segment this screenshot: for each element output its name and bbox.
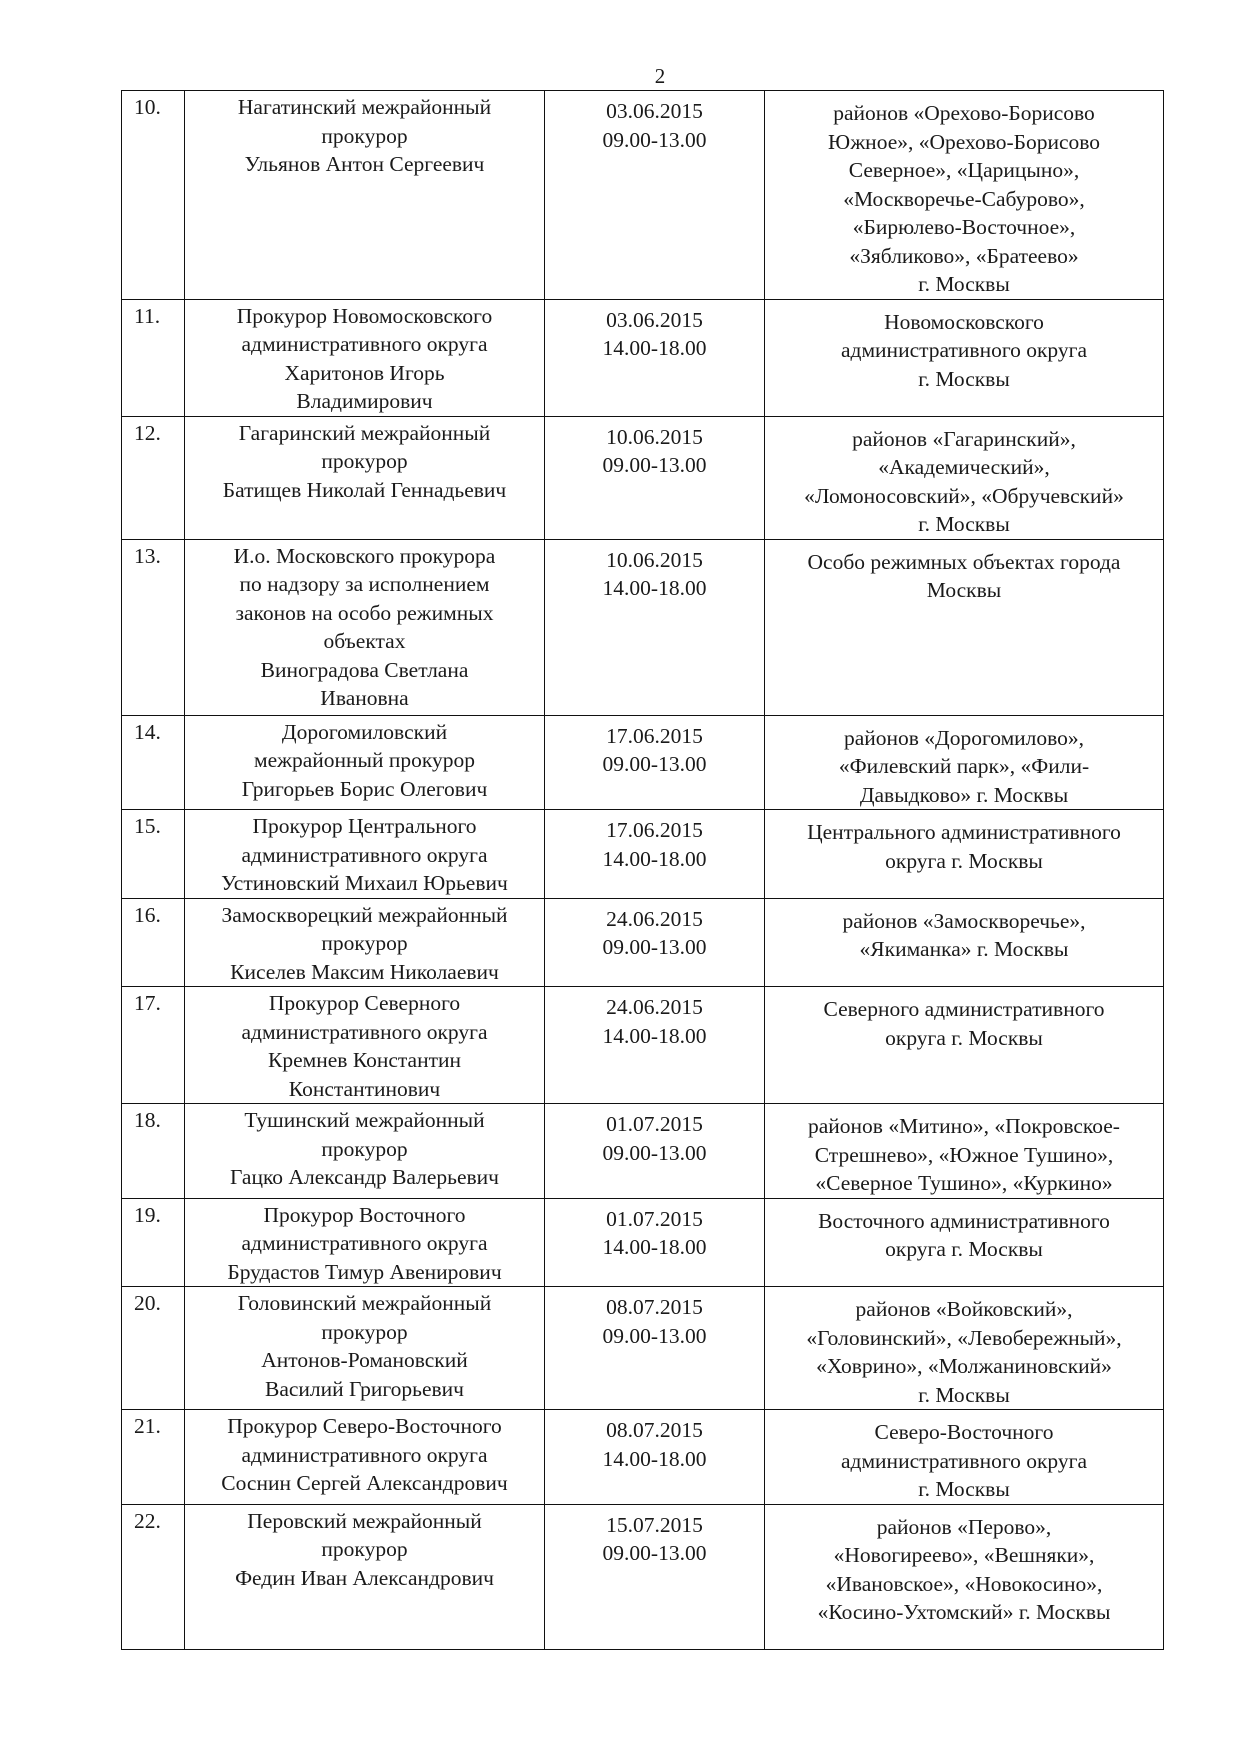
date-cell	[545, 1504, 765, 1649]
area-cell	[765, 91, 1164, 300]
area-cell	[765, 539, 1164, 715]
official-cell	[185, 1198, 545, 1287]
area-cell	[765, 810, 1164, 899]
official-cell	[185, 810, 545, 899]
area-line: Южное», «Орехово-Борисово	[827, 129, 1101, 154]
reception-hours: 09.00-13.00	[602, 935, 707, 959]
row-number: 17.	[122, 987, 185, 1104]
reception-hours: 14.00-18.00	[602, 1023, 707, 1048]
table-row	[122, 987, 1164, 1104]
area-cell	[765, 987, 1164, 1104]
row-number: 22.	[122, 1504, 185, 1649]
reception-date: 08.07.2015	[606, 1295, 703, 1319]
area-line: районов «Войковский»,	[855, 1297, 1073, 1321]
area-line: Москвы	[926, 578, 1002, 602]
official-line: Василий Григорьевич	[265, 1376, 464, 1401]
reception-hours: 09.00-13.00	[602, 752, 707, 776]
official-line: Ульянов Антон Сергеевич	[244, 152, 485, 176]
table-row	[122, 416, 1164, 539]
date-cell	[545, 539, 765, 715]
official-line: Соснин Сергей Александрович	[221, 1471, 508, 1495]
reception-date: 17.06.2015	[606, 818, 703, 842]
area-line: Давыдково» г. Москвы	[859, 782, 1069, 807]
official-line: Антонов-Романовский	[261, 1348, 468, 1372]
row-number: 15.	[122, 810, 185, 899]
area-cell	[765, 898, 1164, 987]
date-cell	[545, 715, 765, 810]
area-line: районов «Перово»,	[876, 1514, 1052, 1539]
table-row	[122, 1287, 1164, 1410]
area-line: г. Москвы	[918, 272, 1010, 296]
area-line: административного округа	[840, 1448, 1088, 1473]
table-row	[122, 898, 1164, 987]
official-line: Харитонов Игорь	[284, 360, 445, 385]
area-line: «Зябликово», «Братеево»	[849, 243, 1079, 268]
date-cell	[545, 987, 765, 1104]
area-line: «Ломоносовский», «Обручевский»	[804, 483, 1124, 508]
date-cell	[545, 1104, 765, 1199]
area-cell	[765, 416, 1164, 539]
official-line: законов на особо режимных	[235, 600, 494, 625]
reception-hours: 14.00-18.00	[602, 846, 707, 871]
reception-hours: 09.00-13.00	[602, 453, 707, 477]
official-cell	[185, 91, 545, 300]
official-line: Владимирович	[296, 389, 433, 413]
official-line: Перовский межрайонный	[247, 1508, 482, 1533]
area-line: «Головинский», «Левобережный»,	[806, 1325, 1122, 1350]
official-cell	[185, 1287, 545, 1410]
area-line: районов «Орехово-Борисово	[833, 101, 1095, 125]
area-line: округа г. Москвы	[885, 1237, 1043, 1261]
reception-date: 15.07.2015	[606, 1512, 703, 1537]
area-line: «Якиманка» г. Москвы	[859, 937, 1069, 961]
row-number: 10.	[122, 91, 185, 300]
official-line: Константинович	[288, 1076, 441, 1101]
area-line: округа г. Москвы	[885, 1025, 1043, 1050]
area-line: «Академический»,	[878, 455, 1050, 479]
area-line: «Косино-Ухтомский» г. Москвы	[817, 1600, 1111, 1624]
official-line: межрайонный прокурор	[253, 748, 476, 772]
reception-date: 17.06.2015	[606, 723, 703, 748]
date-cell	[545, 1287, 765, 1410]
area-line: районов «Замоскворечье»,	[842, 908, 1086, 933]
reception-date: 24.06.2015	[606, 995, 703, 1019]
area-line: районов «Гагаринский»,	[852, 426, 1076, 451]
official-line: Дорогомиловский	[281, 719, 448, 744]
row-number: 12.	[122, 416, 185, 539]
area-line: г. Москвы	[918, 1477, 1010, 1501]
official-line: по надзору за исполнением	[239, 572, 490, 596]
official-line: Устиновский Михаил Юрьевич	[221, 871, 508, 895]
reception-date: 01.07.2015	[606, 1206, 703, 1231]
reception-date: 08.07.2015	[606, 1418, 703, 1442]
official-line: Прокурор Восточного	[263, 1202, 466, 1227]
area-line: «Новогиреево», «Вешняки»,	[833, 1543, 1095, 1567]
area-line: Северо-Восточного	[874, 1420, 1054, 1444]
area-line: Центрального административного	[807, 820, 1121, 844]
area-line: Северное», «Царицыно»,	[848, 158, 1080, 182]
reception-hours: 09.00-13.00	[602, 127, 707, 152]
area-line: районов «Митино», «Покровское-	[808, 1114, 1120, 1138]
area-line: Северного административного	[823, 997, 1105, 1021]
area-line: Восточного административного	[818, 1208, 1110, 1233]
area-cell	[765, 1104, 1164, 1199]
table-row	[122, 1410, 1164, 1505]
table-row	[122, 810, 1164, 899]
area-line: «Ховрино», «Молжаниновский»	[816, 1354, 1112, 1378]
row-number: 14.	[122, 715, 185, 810]
official-cell	[185, 416, 545, 539]
official-line: Прокурор Северо-Восточного	[227, 1414, 502, 1438]
reception-schedule-table	[121, 90, 1164, 1650]
date-cell	[545, 299, 765, 416]
official-line: Прокурор Центрального	[252, 814, 477, 838]
official-line: Брудастов Тимур Авенирович	[227, 1259, 502, 1284]
area-cell	[765, 1504, 1164, 1649]
reception-hours: 14.00-18.00	[602, 576, 707, 600]
area-line: г. Москвы	[918, 366, 1010, 391]
date-cell	[545, 416, 765, 539]
official-line: административного округа	[241, 1442, 488, 1467]
reception-date: 24.06.2015	[606, 906, 703, 931]
area-line: г. Москвы	[918, 1382, 1010, 1407]
area-line: «Северное Тушино», «Куркино»	[815, 1171, 1113, 1195]
official-line: Виноградова Светлана	[260, 657, 469, 682]
official-line: Прокурор Северного	[268, 991, 461, 1015]
official-line: прокурор	[321, 1319, 408, 1344]
reception-date: 03.06.2015	[606, 99, 703, 123]
official-line: Замоскворецкий межрайонный	[221, 902, 508, 927]
reception-hours: 14.00-18.00	[602, 1446, 707, 1471]
area-line: «Москворечье-Сабурово»,	[843, 186, 1085, 211]
row-number: 21.	[122, 1410, 185, 1505]
official-line: Нагатинский межрайонный	[237, 95, 492, 119]
date-cell	[545, 1198, 765, 1287]
area-cell	[765, 1410, 1164, 1505]
official-line: Тушинский межрайонный	[244, 1108, 485, 1132]
official-line: Головинский межрайонный	[237, 1291, 492, 1315]
official-line: прокурор	[321, 931, 408, 955]
page-number: 2	[654, 64, 666, 88]
area-line: районов «Дорогомилово»,	[843, 725, 1085, 750]
official-line: Гагаринский межрайонный	[238, 420, 491, 445]
official-line: Прокурор Новомосковского	[236, 303, 493, 328]
area-line: округа г. Москвы	[885, 848, 1043, 873]
table-row	[122, 299, 1164, 416]
reception-date: 10.06.2015	[606, 547, 703, 572]
reception-hours: 09.00-13.00	[602, 1541, 707, 1565]
area-line: «Филевский парк», «Фили-	[838, 754, 1090, 778]
area-cell	[765, 1287, 1164, 1410]
date-cell	[545, 91, 765, 300]
area-cell	[765, 1198, 1164, 1287]
date-cell	[545, 810, 765, 899]
area-line: «Ивановское», «Новокосино»,	[825, 1571, 1103, 1596]
row-number: 20.	[122, 1287, 185, 1410]
table-row	[122, 1504, 1164, 1649]
official-line: Батищев Николай Геннадьевич	[222, 477, 507, 502]
table-row	[122, 1104, 1164, 1199]
table-row	[122, 715, 1164, 810]
official-cell	[185, 715, 545, 810]
official-line: И.о. Московского прокурора	[233, 543, 496, 568]
reception-date: 03.06.2015	[606, 307, 703, 332]
row-number: 11.	[122, 299, 185, 416]
reception-date: 01.07.2015	[606, 1112, 703, 1136]
official-cell	[185, 898, 545, 987]
official-line: Кремнев Константин	[268, 1048, 461, 1072]
official-line: Ивановна	[320, 686, 409, 710]
reception-date: 10.06.2015	[606, 424, 703, 449]
reception-hours: 09.00-13.00	[602, 1140, 707, 1165]
official-cell	[185, 1104, 545, 1199]
table-row	[122, 91, 1164, 300]
official-line: Григорьев Борис Олегович	[241, 776, 488, 801]
official-line: Киселев Максим Николаевич	[230, 959, 499, 984]
area-line: Новомосковского	[884, 309, 1044, 334]
date-cell	[545, 1410, 765, 1505]
table-row	[122, 539, 1164, 715]
row-number: 16.	[122, 898, 185, 987]
date-cell	[545, 898, 765, 987]
official-line: административного округа	[241, 1019, 488, 1044]
area-cell	[765, 715, 1164, 810]
reception-hours: 14.00-18.00	[602, 336, 707, 360]
row-number: 19.	[122, 1198, 185, 1287]
row-number: 13.	[122, 539, 185, 715]
official-cell	[185, 1410, 545, 1505]
reception-hours: 09.00-13.00	[602, 1323, 707, 1348]
reception-hours: 14.00-18.00	[602, 1235, 707, 1259]
official-line: административного округа	[241, 842, 488, 867]
official-line: Федин Иван Александрович	[235, 1565, 494, 1590]
official-line: прокурор	[321, 449, 408, 473]
official-cell	[185, 299, 545, 416]
official-line: административного округа	[241, 1231, 488, 1255]
official-line: административного округа	[241, 332, 488, 356]
area-line: административного округа	[840, 338, 1088, 362]
table-row	[122, 1198, 1164, 1287]
official-line: Гацко Александр Валерьевич	[230, 1165, 499, 1189]
official-cell	[185, 539, 545, 715]
area-line: «Бирюлево-Восточное»,	[852, 215, 1076, 239]
official-line: прокурор	[321, 123, 408, 148]
official-line: объектах	[323, 629, 406, 653]
official-cell	[185, 987, 545, 1104]
row-number: 18.	[122, 1104, 185, 1199]
schedule-body	[122, 91, 1164, 1650]
official-line: прокурор	[321, 1537, 408, 1561]
area-line: Стрешнево», «Южное Тушино»,	[814, 1142, 1114, 1167]
official-cell	[185, 1504, 545, 1649]
area-line: г. Москвы	[918, 512, 1010, 536]
area-cell	[765, 299, 1164, 416]
area-line: Особо режимных объектах города	[807, 549, 1121, 574]
official-line: прокурор	[321, 1136, 408, 1161]
